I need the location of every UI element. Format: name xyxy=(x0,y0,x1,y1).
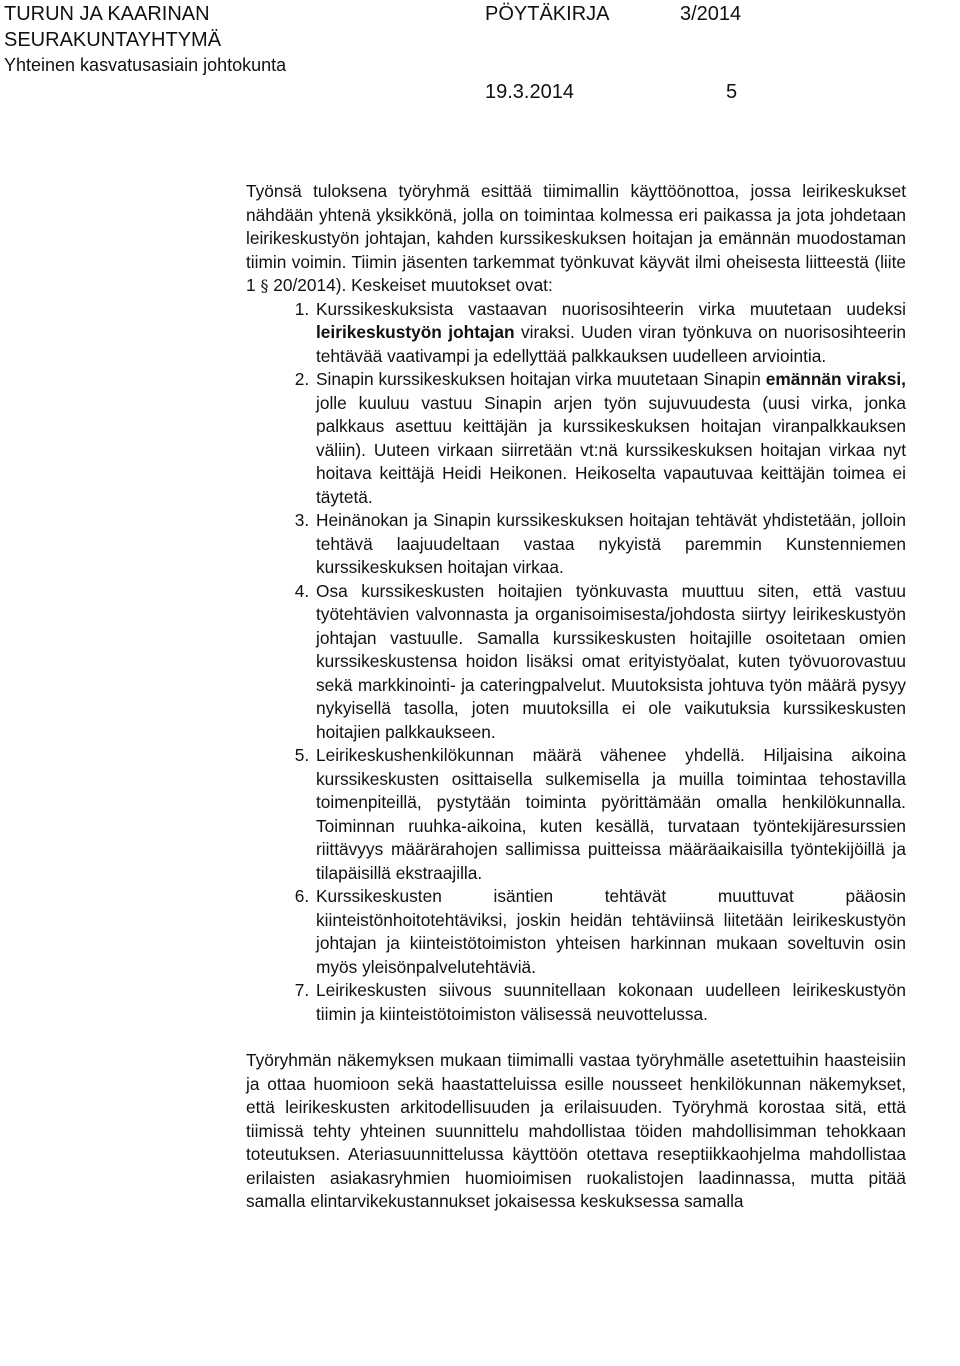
document-type: PÖYTÄKIRJA xyxy=(485,3,610,25)
list-item: 3. Heinänokan ja Sinapin kurssikeskuksen hoitajan tehtävät yhdistetään, jolloin tehtävä laajuudeltaan vastaa nykyistä paremmin Kunstenniemen kurssikeskuksen hoitajan virkaa. xyxy=(314,509,906,580)
changes-list xyxy=(246,298,906,1027)
list-item: 5. Leirikeskushenkilökunnan määrä vähenee yhdellä. Hiljaisina aikoina kurssikeskusten osittaisella sulkemisella ja muilla toimintaa tehostavilla toimenpiteillä, pystytään toiminta pyörittämään omalla henkilökunnalla. Toiminnan ruuhka-aikoina, kuten kesällä, turvataan työntekijäresurssien riittävyys määrärahojen sallimissa puitteissa määräaikaisilla työntekijöillä ja tilapäisillä ekstraajilla. xyxy=(314,744,906,885)
intro-paragraph xyxy=(246,180,906,298)
document-body xyxy=(246,180,906,1214)
emphasis: emännän viraksi, xyxy=(765,369,906,389)
list-item: 2. Sinapin kurssikeskuksen hoitajan virka muutetaan Sinapin emännän viraksi, jolle kuuluu vastuu Sinapin arjen työn sujuvuudesta (uusi virka, jonka palkkaus asettuu keittäjän ja kurssikeskuksen hoitajan viranpalkkauksen väliin). Uuteen virkaan siirretään vt:nä kurssikeskuksen hoitajan virkaa nyt hoitava keittäjä Heidi Heikonen. Heikoselta vapautuvaa keittäjän toimea ei täytetä. xyxy=(314,368,906,509)
document-number: 3/2014 xyxy=(680,3,742,25)
intro-text-end: 20/2014). Keskeiset muutokset ovat: xyxy=(273,275,553,295)
page-number: 5 xyxy=(726,81,738,103)
organization-subname: SEURAKUNTAYHTYMÄ xyxy=(4,29,222,51)
section-sign: § xyxy=(260,276,269,295)
list-item: 4. Osa kurssikeskusten hoitajien työnkuvasta muuttuu siten, että vastuu työtehtävien valvonnasta ja organisoimisesta/johdosta siirtyy leirikeskustyön johtajan vastuulle. Samalla kurssikeskusten hoitajille osoitetaan omien kurssikeskustensa hoidon lisäksi omat erityistyöalat, kuten työvuorovastuu sekä markkinointi- ja cateringpalvelut. Muutoksista johtuva työn määrä pysyy nykyisellä tasolla, joten muutoksilla ei ole vaikutuksia kurssikeskusten hoitajien palkkaukseen. xyxy=(314,580,906,745)
list-item: 7. Leirikeskusten siivous suunnitellaan kokonaan uudelleen leirikeskustyön tiimin ja kiinteistötoimiston välisessä neuvottelussa. xyxy=(314,979,906,1026)
closing-paragraph: Työryhmän näkemyksen mukaan tiimimalli vastaa työryhmälle asetettuihin haasteisiin ja ottaa huomioon sekä haastatteluissa esille nousseet henkilökunnan näkemykset, että leirikeskusten arkitodellisuuden ja erilaisuuden. Työryhmä korostaa sitä, että tiimissä tehty yhteinen suunnittelu mahdollistaa töiden mahdollisimman tehokkaan toteutuksen. Ateriasuunnittelussa käyttöön otettava reseptiikkaohjelma mahdollistaa erilaisten asiakasryhmien huomioimisen ruokalistojen laadinnassa, mutta pitää samalla elintarvikekustannukset jokaisessa keskuksessa samalla xyxy=(246,1050,906,1211)
board-name: Yhteinen kasvatusasiain johtokunta xyxy=(4,55,287,75)
meeting-date: 19.3.2014 xyxy=(485,81,574,103)
intro-text: Työnsä tuloksena työryhmä esittää tiimimallin käyttöönottoa, jossa leirikeskukset nähdään yhtenä yksikkönä, jolla on toimintaa kolmessa eri paikassa ja jota johdetaan leirikeskustyön johtajan, kahden kurssikeskuksen hoitajan ja emännän muodostaman tiimin voimin. Tiimin jäsenten tarkemmat työnkuvat käyvät ilmi oheisesta liitteestä (liite 1 xyxy=(246,181,906,295)
list-item: 6. Kurssikeskusten isäntien tehtävät muuttuvat pääosin kiinteistönhoitotehtäviksi, joskin heidän tehtäviinsä liitetään leirikeskustyön johtajan ja kiinteistötoimiston yhteisen harkinnan mukaan soveltuvin osin myös yleisönpalvelutehtäviä. xyxy=(314,885,906,979)
list-item: 1. Kurssikeskuksista vastaavan nuorisosihteerin virka muutetaan uudeksi leirikeskustyön johtajan viraksi. Uuden viran työnkuva on nuorisosihteerin tehtävää vaativampi ja edellyttää palkkauksen uudelleen arviointia. xyxy=(314,298,906,369)
emphasis: leirikeskustyön johtajan xyxy=(316,322,515,342)
organization-name: TURUN JA KAARINAN xyxy=(4,3,210,25)
